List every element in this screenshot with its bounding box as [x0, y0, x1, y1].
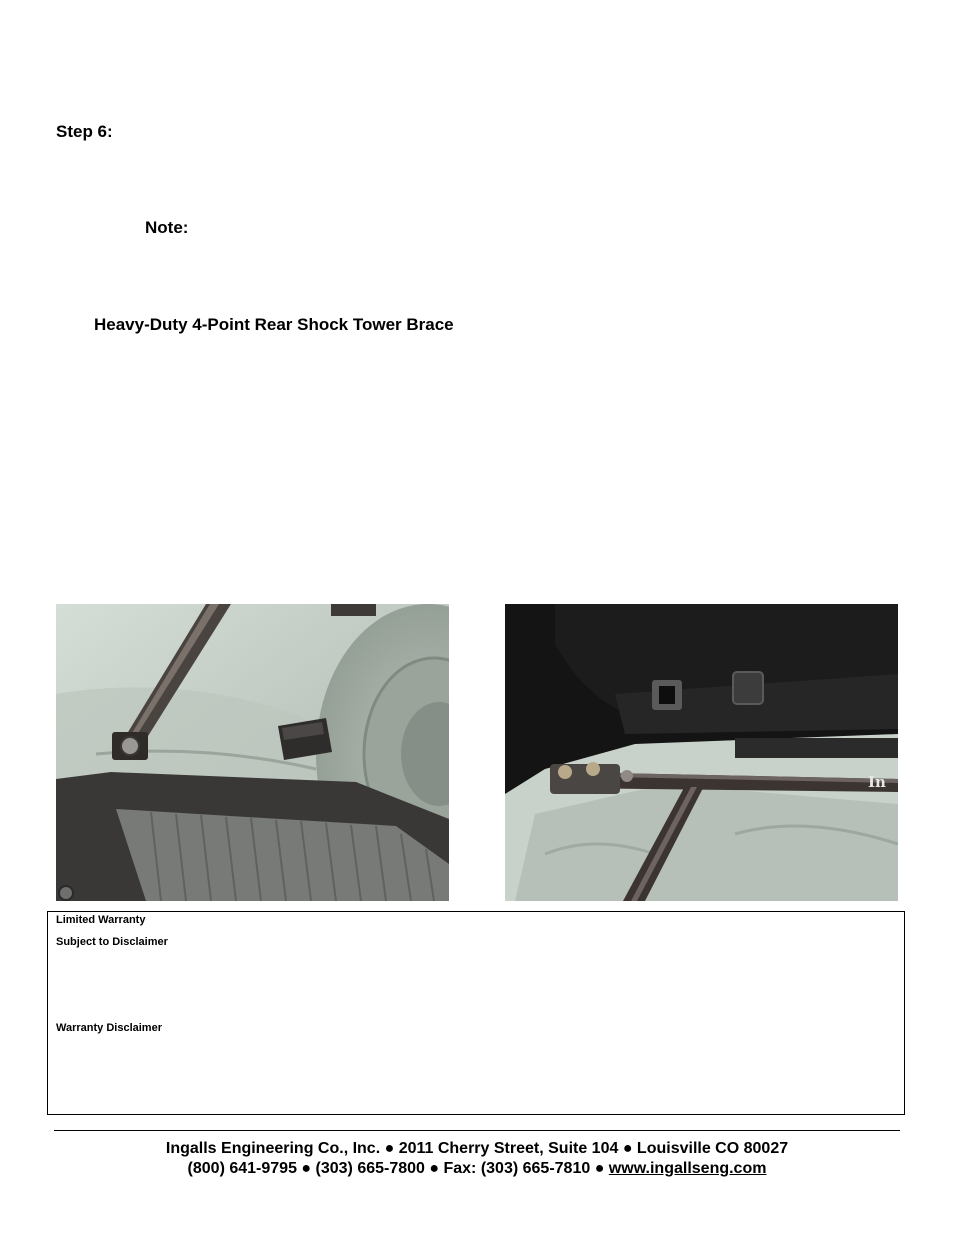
- website-link[interactable]: www.ingallseng.com: [608, 1160, 767, 1177]
- trunk-floor-illustration: [56, 604, 449, 901]
- company-footer: [0, 1139, 954, 1179]
- warranty-box: [47, 911, 905, 1115]
- warranty-title: Limited Warranty: [56, 914, 146, 926]
- brace-brand-text: In: [868, 773, 886, 791]
- step-label: Step 6:: [56, 122, 113, 141]
- product-heading: Heavy-Duty 4-Point Rear Shock Tower Brace: [94, 315, 454, 334]
- footer-divider: [54, 1130, 900, 1131]
- footer-address: Ingalls Engineering Co., Inc. ● 2011 Cherry Street, Suite 104 ● Louisville CO 80027: [165, 1140, 789, 1157]
- warranty-disclaimer-title: Warranty Disclaimer: [56, 1022, 162, 1034]
- trunk-floor-photo-left: [56, 604, 449, 901]
- footer-phone-fax: (800) 641-9795 ● (303) 665-7800 ● Fax: (303) 665-7810 ●: [187, 1160, 609, 1177]
- footer-contact: [0, 1159, 954, 1179]
- note-label: Note:: [145, 218, 189, 237]
- trunk-brace-photo-right: [505, 604, 898, 901]
- trunk-brace-illustration: [505, 604, 898, 901]
- warranty-subtitle: Subject to Disclaimer: [56, 936, 168, 948]
